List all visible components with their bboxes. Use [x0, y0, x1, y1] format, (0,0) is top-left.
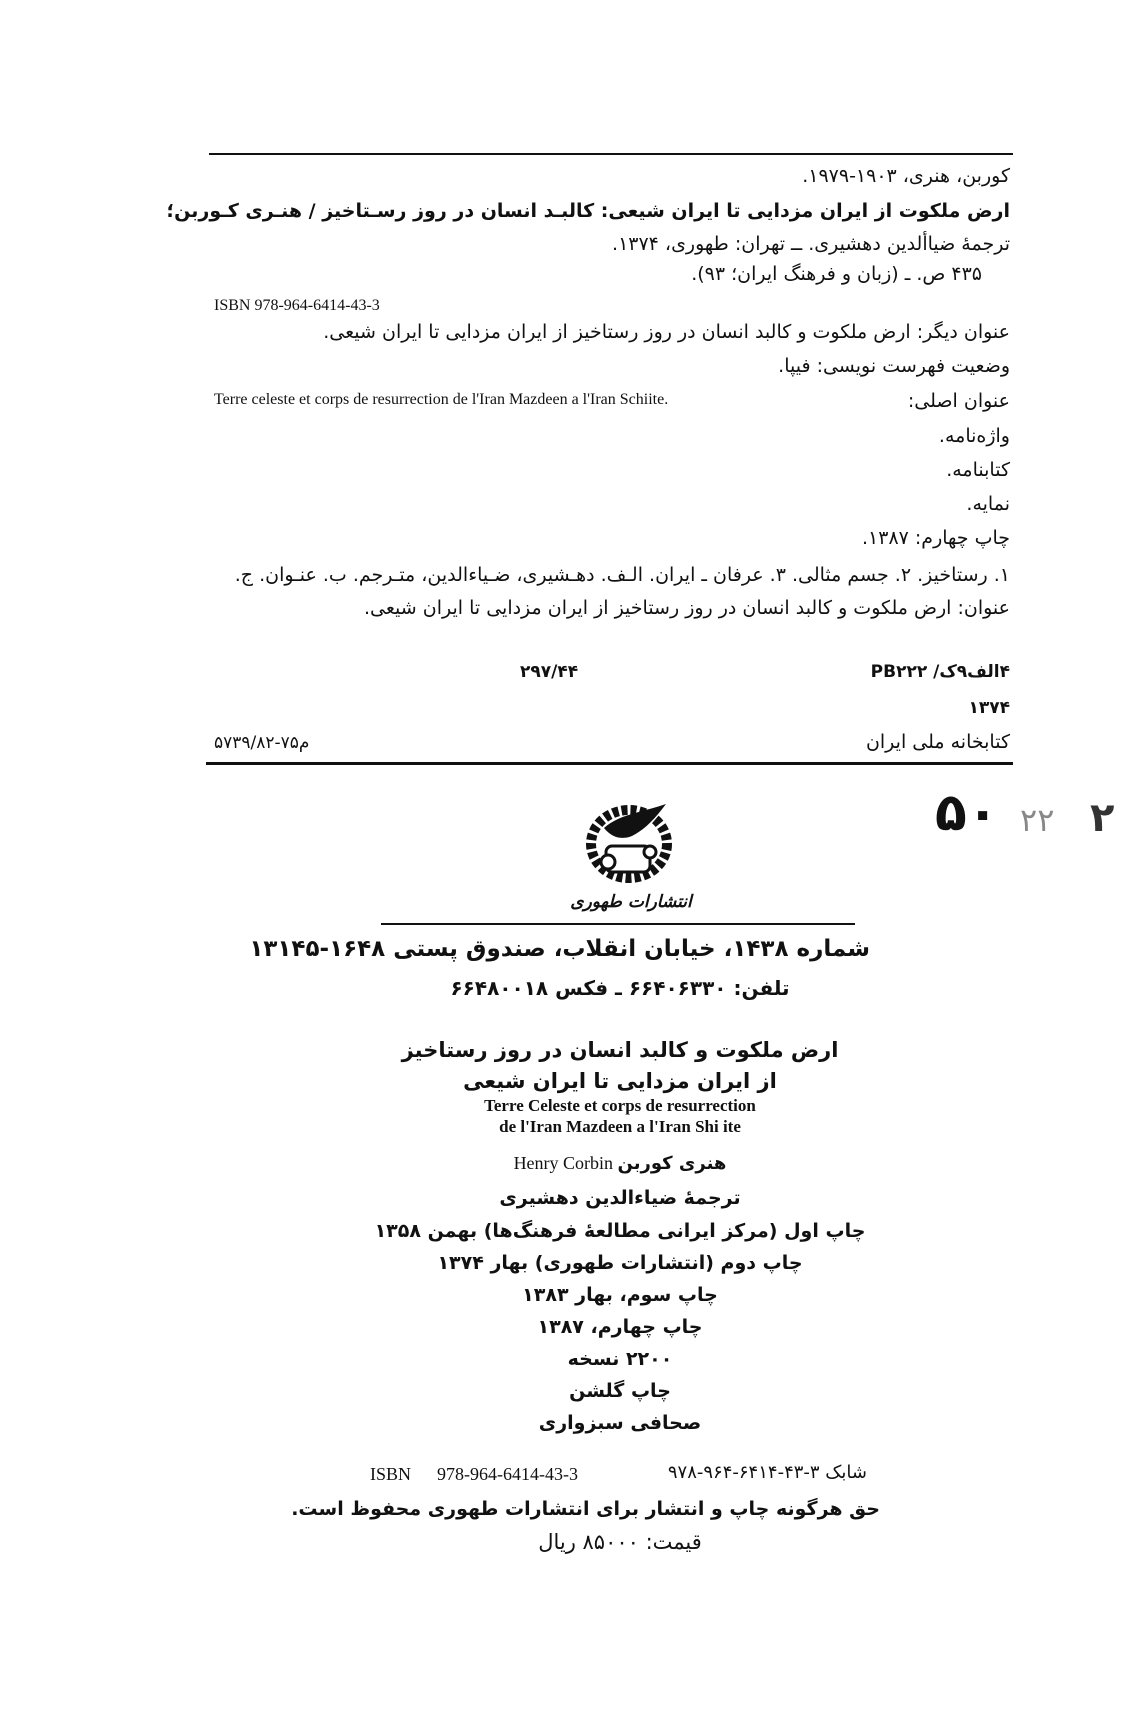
catalog-isbn: ISBN 978-964-6414-43-3 [214, 297, 380, 314]
stamp-number-five [935, 785, 998, 841]
catalog-national-number: م۷۵-۵۷۳۹/۸۲ [214, 733, 310, 753]
stamp-digits: ۵۰ [935, 783, 999, 843]
colophon-title-fa-2: از ایران مزدایی تا ایران شیعی [463, 1069, 777, 1093]
colophon-title-fr-2: de l'Iran Mazdeen a l'Iran Shi ite [499, 1117, 741, 1136]
catalog-call-number: ۴الف۹ک/ PB۲۲۲ [870, 662, 1010, 682]
catalog-status-line: وضعیت فهرست نویسی: فیپا. [778, 355, 1010, 377]
catalog-call-year: ۱۳۷۴ [968, 698, 1010, 718]
colophon-printer: چاپ گلشن [569, 1380, 671, 1402]
catalog-title-line: ارض ملکوت از ایران مزدایی تا ایران شیعی: کالبـد انسان در روز رسـتاخیز / هنـری کـوربن؛ [166, 200, 1010, 222]
catalog-dewey: ۲۹۷/۴۴ [520, 662, 579, 682]
stamp-last-digit: ۲ [1090, 795, 1115, 841]
catalog-subjects-line: ۱. رستاخیز. ۲. جسم مثالی. ۳. عرفان ـ ایران. الـف. دهـشیری، ضـیاءالدین، متـرجم. ب. عنـوان. ج. [234, 564, 1010, 586]
colophon-first-edition: چاپ اول (مرکز ایرانی مطالعهٔ فرهنگ‌ها) بهمن ۱۳۵۸ [374, 1220, 866, 1242]
colophon-rights: حق هرگونه چاپ و انتشار برای انتشارات طهوری محفوظ است. [291, 1498, 880, 1520]
colophon-author-en: Henry Corbin [513, 1153, 614, 1173]
colophon-fourth-edition: چاپ چهارم، ۱۳۸۷ [537, 1316, 703, 1338]
catalog-original-title-label: عنوان اصلی: [907, 390, 1010, 412]
colophon-isbn-label: ISBN [370, 1464, 412, 1484]
catalog-title-heading-line: عنوان: ارض ملکوت و کالبد انسان در روز رستاخیز از ایران مزدایی تا ایران شیعی. [364, 597, 1010, 619]
catalog-fourth-print-line: چاپ چهارم: ۱۳۸۷. [861, 527, 1010, 549]
laurel-wreath-scroll-icon [574, 800, 684, 890]
publisher-address: شماره ۱۴۳۸، خیابان انقلاب، صندوق پستی ۱۶۴۸-۱۳۱۴۵ [249, 936, 870, 962]
colophon-shabak: شابک ۳-۴۳-۶۴۱۴-۹۶۴-۹۷۸ [667, 1462, 867, 1483]
colophon-translator: ترجمهٔ ضیاءالدین دهشیری [499, 1187, 741, 1209]
catalog-bibliography-line: کتابنامه. [946, 459, 1010, 481]
colophon-second-edition: چاپ دوم (انتشارات طهوری) بهار ۱۳۷۴ [437, 1252, 803, 1274]
catalog-author-line: کوربن، هنری، ۱۹۰۳-۱۹۷۹. [802, 165, 1010, 187]
publisher-rule [381, 923, 855, 925]
catalog-index-line: نمایه. [966, 493, 1010, 515]
catalog-alt-title-line: عنوان دیگر: ارض ملکوت و کالبد انسان در روز رستاخیز از ایران مزدایی تا ایران شیعی. [323, 321, 1010, 343]
publisher-phone: تلفن: ۶۶۴۰۶۳۳۰ ـ فکس ۶۶۴۸۰۰۱۸ [450, 976, 790, 1000]
publisher-logo [566, 800, 696, 920]
colophon-isbn-value: 978-964-6414-43-3 [437, 1464, 578, 1484]
colophon [360, 1034, 880, 1439]
colophon-copies: ۲۲۰۰ نسخه [567, 1348, 673, 1370]
catalog-pages-line: ۴۳۵ ص. ـ (زبان و فرهنگ ایران؛ ۹۳). [691, 263, 982, 285]
catalog-translator-line: ترجمهٔ ضیاألدین دهشیری. ــ تهران: طهوری، ۱۳۷۴. [612, 233, 1010, 255]
colophon-author [360, 1150, 880, 1177]
catalog-bottom-rule [206, 762, 1013, 765]
colophon-author-fa: هنری کوربن [617, 1153, 727, 1174]
colophon-title-fa-1: ارض ملکوت و کالبد انسان در روز رستاخیز [401, 1038, 839, 1062]
logo-caption: انتشارات طهوری [570, 892, 692, 912]
stamp-faint-digits: ۲۲ [1020, 801, 1055, 839]
colophon-binder: صحافی سبزواری [538, 1412, 702, 1434]
catalog-glossary-line: واژه‌نامه. [938, 425, 1010, 447]
colophon-third-edition: چاپ سوم، بهار ۱۳۸۳ [522, 1284, 718, 1306]
catalog-library-name: کتابخانه ملی ایران [865, 731, 1010, 753]
colophon-price: قیمت: ۸۵۰۰۰ ریال [538, 1530, 702, 1554]
catalog-top-rule [209, 153, 1013, 155]
colophon-title-fr-1: Terre Celeste et corps de resurrection [484, 1096, 756, 1115]
catalog-original-title-value: Terre celeste et corps de resurrection de l'Iran Mazdeen a l'Iran Schiite. [214, 391, 669, 408]
